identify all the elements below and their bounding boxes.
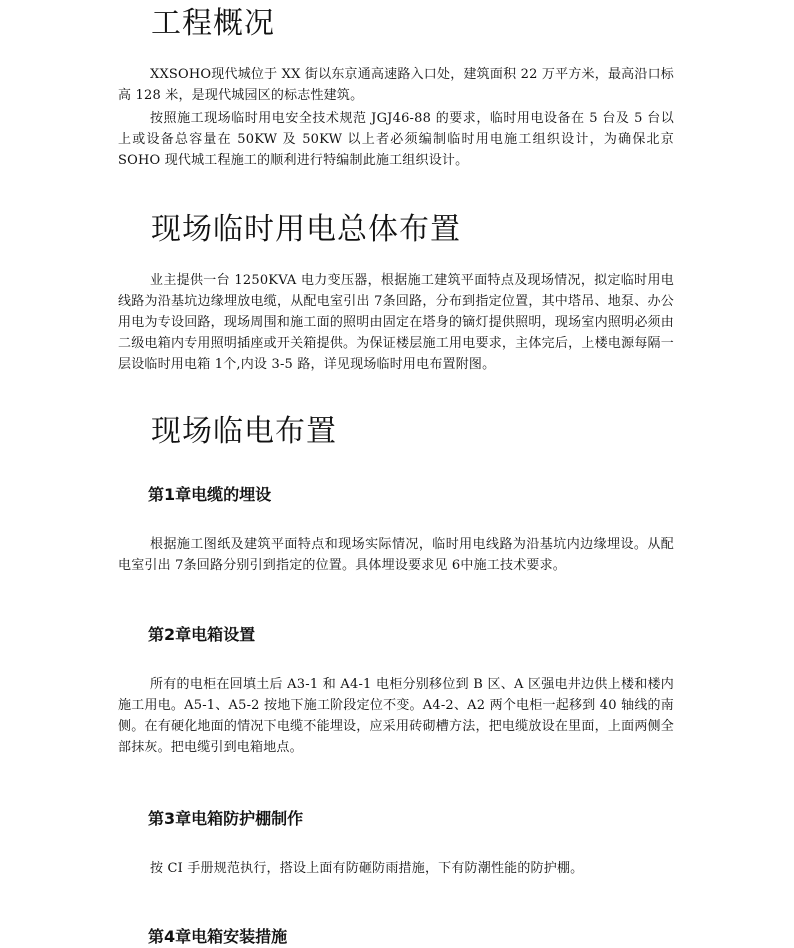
- section-title-temporary-power-layout: 现场临时用电总体布置: [151, 212, 461, 247]
- layout-paragraph-1: 业主提供一台 1250KVA 电力变压器，根据施工建筑平面特点及现场情况，拟定临时用电线路为沿基坑边缘埋放电缆，从配电室引出 7条回路，分布到指定位置，其中塔吊、地泵、办公用电为专设回路，现场周围和施工面的照明由固定在塔身的镝灯提供照明，现场室内照明必须由二级电箱内专用照明插座或开关箱提供。为保证楼层施工用电要求，主体完后，上楼电源每隔一层设临时用电箱 1个,内设 3-5 路，详见现场临时用电布置附图。: [118, 273, 674, 372]
- chapter-text-box-setup: 所有的电柜在回填土后 A3-1 和 A4-1 电柜分别移位到 B 区、A 区强电井边供上楼和楼内施工用电。A5-1、A5-2 按地下施工阶段定位不变。A4-2、A2 两个电柜一起移到 40 轴线的南侧。在有硬化地面的情况下电缆不能埋设，应采用砖砌槽方法，把电缆放设在里面，上面两侧全部抹灰。把电缆引到电箱地点。: [118, 677, 674, 755]
- chapter-title-cable-burial: 第1章电缆的埋设: [148, 485, 272, 504]
- overview-paragraph-2: 按照施工现场临时用电安全技术规范 JGJ46-88 的要求，临时用电设备在 5 台及 5 台以上或设备总容量在 50KW 及 50KW 以上者必须编制临时用电施工组织设计，为确保北京 SOHO 现代城工程施工的顺利进行特编制此施工组织设计。: [118, 111, 674, 168]
- section-title-project-overview: 工程概况: [151, 6, 275, 41]
- chapter-title-box-installation: 第4章电箱安装措施: [148, 927, 288, 946]
- chapter-title-box-shelter: 第3章电箱防护棚制作: [148, 809, 304, 828]
- overview-paragraph-1: XXSOHO现代城位于 XX 街以东京通高速路入口处，建筑面积 22 万平方米，最高沿口标高 128 米，是现代城园区的标志性建筑。: [118, 67, 674, 103]
- chapter-text-cable-burial: 根据施工图纸及建筑平面特点和现场实际情况，临时用电线路为沿基坑内边缘埋设。从配电室引出 7条回路分别引到指定的位置。具体埋设要求见 6中施工技术要求。: [118, 537, 674, 573]
- chapter-text-box-shelter: 按 CI 手册规范执行，搭设上面有防砸防雨措施，下有防潮性能的防护棚。: [150, 861, 584, 876]
- section-title-site-power-arrangement: 现场临电布置: [151, 414, 337, 449]
- chapter-title-box-setup: 第2章电箱设置: [148, 625, 256, 644]
